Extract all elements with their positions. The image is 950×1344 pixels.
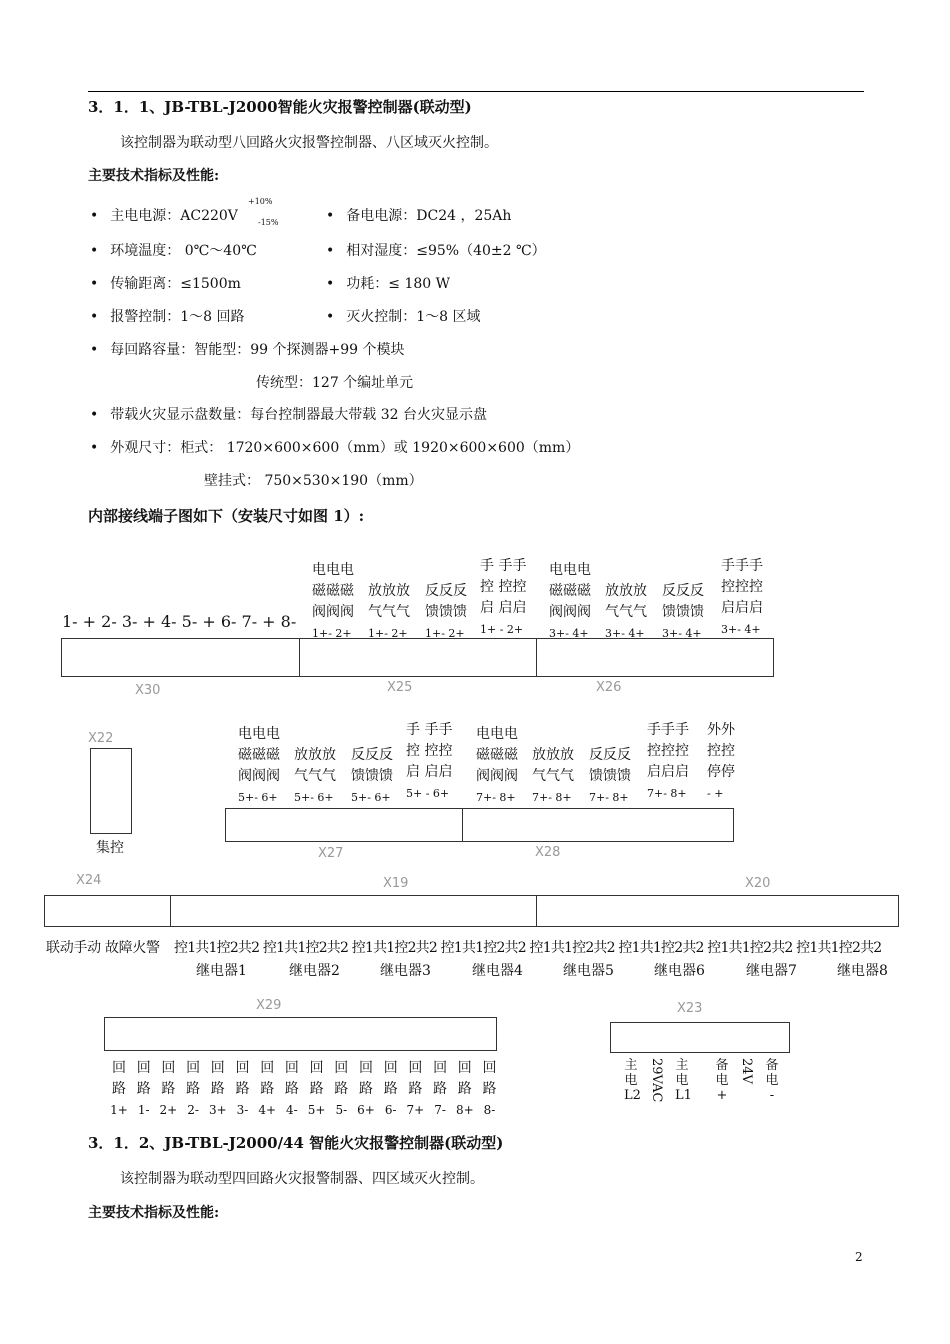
x27-tag: X27 xyxy=(318,846,344,861)
spec-main-power: • 主电电源：AC220V xyxy=(90,205,238,225)
x24-x19-x20-terminal-strip xyxy=(44,895,899,927)
x27-manual-start: 手 手手 控 控控 启 启启 5+ - 6+ xyxy=(406,722,453,800)
spec-heading-1: 主要技术指标及性能: xyxy=(88,168,220,184)
x29-loop-terminal: 回 路 8+ xyxy=(455,1060,474,1117)
relay-4-label: 继电器4 xyxy=(472,963,523,979)
spec-display-panels: • 带载火灾显示盘数量：每台控制器最大带载 32 台火灾显示盘 xyxy=(90,404,487,424)
relay-5-label: 继电器5 xyxy=(563,963,614,979)
x23-29vac: 29VAC xyxy=(649,1058,664,1103)
x29-loop-terminal: 回 路 6+ xyxy=(357,1060,375,1117)
x23-terminal-strip xyxy=(610,1022,790,1053)
x23-backup-minus: 备 电 - xyxy=(765,1058,779,1103)
section-intro-1: 该控制器为联动型八回路火灾报警控制器、八区域灭火控制。 xyxy=(120,135,498,151)
x23-main-power-l1: 主 电 L1 xyxy=(675,1058,692,1103)
x23-backup-plus: 备 电 + xyxy=(715,1058,729,1103)
x29-loop-terminal: 回 路 8- xyxy=(482,1060,497,1117)
x29-loop-terminal: 回 路 1- xyxy=(136,1060,151,1117)
strip-divider xyxy=(536,895,537,927)
x19-tag: X19 xyxy=(383,876,409,891)
x30-terminal-label: 1- + 2- 3- + 4- 5- + 6- 7- + 8- xyxy=(62,612,297,631)
x28-feedback: 反反反 馈馈馈 7+- 8+ xyxy=(589,747,631,804)
x29-loop-terminal: 回 路 1+ xyxy=(110,1060,128,1117)
x27-solenoid-valve: 电电电 磁磁磁 阀阀阀 5+- 6+ xyxy=(238,726,280,804)
x26-gas-release: 放放放 气气气 3+- 4+ xyxy=(605,583,647,640)
relay-8-label: 继电器8 xyxy=(837,963,888,979)
spec-tolerance-minus: -15% xyxy=(258,218,279,227)
x29-loop-terminal: 回 路 7- xyxy=(433,1060,448,1117)
x22-tag: X22 xyxy=(88,731,114,746)
page-number: 2 xyxy=(855,1250,863,1264)
x28-tag: X28 xyxy=(535,845,561,860)
strip-divider xyxy=(536,638,537,677)
relay-3-label: 继电器3 xyxy=(380,963,431,979)
x25-gas-release: 放放放 气气气 1+- 2+ xyxy=(368,583,410,640)
x25-feedback: 反反反 馈馈馈 1+- 2+ xyxy=(425,583,467,640)
x22-label: 集控 xyxy=(96,840,124,856)
strip-divider xyxy=(462,808,463,842)
section-title-1: 3．1．1、JB-TBL-J2000智能火灾报警控制器(联动型) xyxy=(88,98,472,116)
relay-7-label: 继电器7 xyxy=(746,963,797,979)
x20-tag: X20 xyxy=(745,876,771,891)
spec-distance: • 传输距离：≤1500m xyxy=(90,273,241,293)
x23-24v: 24V xyxy=(739,1058,754,1084)
x27-feedback: 反反反 馈馈馈 5+- 6+ xyxy=(351,747,393,804)
strip-divider xyxy=(170,895,171,927)
wiring-heading: 内部接线端子图如下（安装尺寸如图 1）: xyxy=(88,507,365,525)
x29-loop-terminal: 回 路 2- xyxy=(186,1060,201,1117)
x27-x28-terminal-strip xyxy=(225,808,734,842)
relay-6-label: 继电器6 xyxy=(654,963,705,979)
x29-terminal-strip xyxy=(104,1017,497,1051)
x26-feedback: 反反反 馈馈馈 3+- 4+ xyxy=(662,583,704,640)
spec-heading-2: 主要技术指标及性能: xyxy=(88,1205,220,1221)
x29-loop-terminal: 回 路 4+ xyxy=(258,1060,277,1117)
spec-dimensions: • 外观尺寸：柜式： 1720×600×600（mm）或 1920×600×600（mm） xyxy=(90,437,579,457)
spec-backup-power: • 备电电源：DC24 ，25Ah xyxy=(326,205,511,225)
x26-solenoid-valve: 电电电 磁磁磁 阀阀阀 3+- 4+ xyxy=(549,562,591,640)
x29-loop-terminal: 回 路 5+ xyxy=(307,1060,326,1117)
x28-gas-release: 放放放 气气气 7+- 8+ xyxy=(532,747,574,804)
x26-tag: X26 xyxy=(596,680,622,695)
x29-loop-terminal: 回 路 4- xyxy=(284,1060,299,1117)
x27-gas-release: 放放放 气气气 5+- 6+ xyxy=(294,747,336,804)
x29-loop-terminal: 回 路 2+ xyxy=(159,1060,178,1117)
spec-tolerance-plus: +10% xyxy=(248,197,273,206)
x29-loop-terminal: 回 路 3+ xyxy=(208,1060,227,1117)
x22-terminal xyxy=(90,748,132,834)
x29-loop-terminal: 回 路 3- xyxy=(235,1060,250,1117)
x28-solenoid-valve: 电电电 磁磁磁 阀阀阀 7+- 8+ xyxy=(476,726,518,804)
x30-tag: X30 xyxy=(135,683,161,698)
relay-contacts-row: 控1共1控2共2 控1共1控2共2 控1共1控2共2 控1共1控2共2 控1共1控2共2 控1共1控2共2 控1共1控2共2 控1共1控2共2 xyxy=(174,940,882,956)
spec-dimensions-2: 壁挂式： 750×530×190（mm） xyxy=(204,473,423,489)
relay-2-label: 继电器2 xyxy=(289,963,340,979)
spec-loop-capacity-2: 传统型：127 个编址单元 xyxy=(256,375,414,391)
header-rule xyxy=(88,91,864,92)
x25-manual-start: 手 手手 控 控控 启 启启 1+ - 2+ xyxy=(480,558,527,636)
x29-loop-terminal: 回 路 5- xyxy=(334,1060,349,1117)
x24-tag: X24 xyxy=(76,873,102,888)
x29-loop-terminal: 回 路 6- xyxy=(383,1060,398,1117)
x25-solenoid-valve: 电电电 磁磁磁 阀阀阀 1+- 2+ xyxy=(312,562,354,640)
strip-divider xyxy=(299,638,300,677)
spec-extinguish-control: • 灭火控制：1～8 区域 xyxy=(326,306,481,326)
x23-tag: X23 xyxy=(677,1001,703,1016)
x23-main-power-l2: 主 电 L2 xyxy=(624,1058,641,1103)
section-intro-2: 该控制器为联动型四回路火灾报警制器、四区域灭火控制。 xyxy=(120,1171,484,1187)
spec-loop-capacity: • 每回路容量：智能型：99 个探测器+99 个模块 xyxy=(90,339,405,359)
spec-alarm-control: • 报警控制：1～8 回路 xyxy=(90,306,245,326)
spec-power-consumption: • 功耗：≤ 180 W xyxy=(326,273,450,293)
x29-loop-terminal: 回 路 7+ xyxy=(406,1060,425,1117)
x25-tag: X25 xyxy=(387,680,413,695)
section-title-2: 3．1．2、JB-TBL-J2000/44 智能火灾报警控制器(联动型) xyxy=(88,1134,504,1152)
spec-ambient-temp: • 环境温度： 0℃～40℃ xyxy=(90,240,257,260)
relay-1-label: 继电器1 xyxy=(196,963,247,979)
x28-external-stop: 外外 控控 停停 - + xyxy=(707,722,735,800)
spec-humidity: • 相对湿度：≤95%（40±2 ℃） xyxy=(326,240,546,260)
x26-manual-start: 手手手 控控控 启启启 3+- 4+ xyxy=(721,558,763,636)
x24-label: 联动手动 故障火警 xyxy=(46,940,160,956)
x29-tag: X29 xyxy=(256,998,282,1013)
x28-manual-start: 手手手 控控控 启启启 7+- 8+ xyxy=(647,722,689,800)
